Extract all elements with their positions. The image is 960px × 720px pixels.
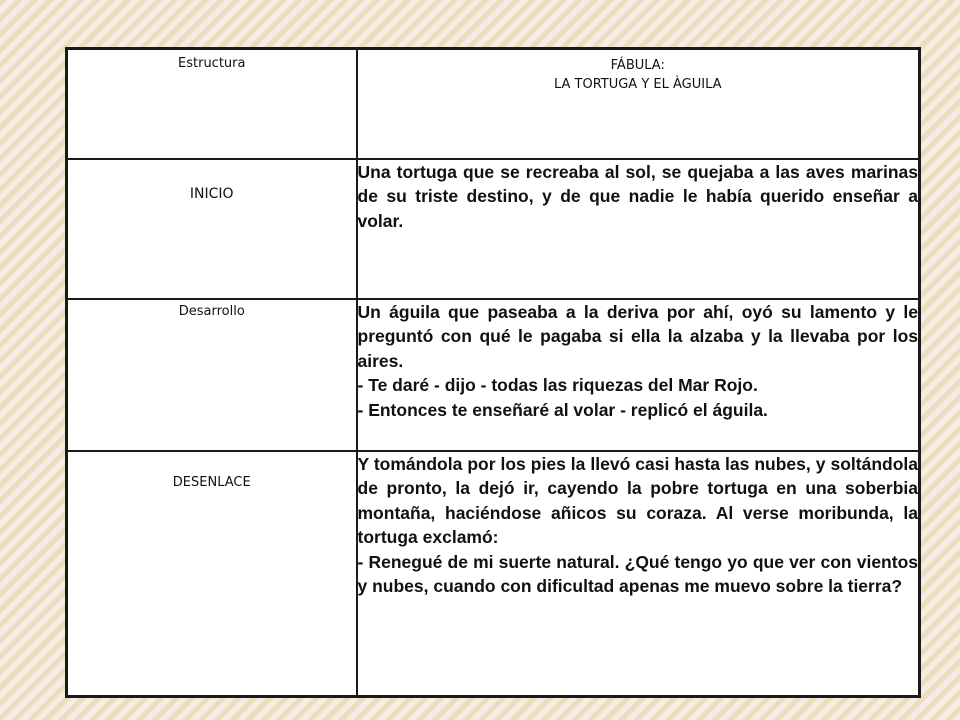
desenlace-dialogue-line: - Renegué de mi suerte natural. ¿Qué tengo yo que ver con vientos y nubes, cuando con dificultad apenas me muevo sobre la tierra?: [357, 551, 918, 596]
structure-header-cell: [67, 49, 357, 159]
desarrollo-dialogue-line: - Te daré - dijo - todas las riquezas del Mar Rojo.: [357, 375, 758, 395]
desarrollo-label: Desarrollo: [178, 303, 245, 319]
inicio-label: INICIO: [189, 185, 234, 202]
fable-title: LA TORTUGA Y EL ÀGUILA: [553, 77, 722, 92]
desenlace-text-cell: [357, 451, 920, 697]
fable-label: FÁBULA:: [610, 58, 665, 73]
structure-label: Estructura: [178, 56, 246, 71]
table-header-row: [67, 49, 920, 159]
fable-title-cell: [357, 49, 920, 159]
desenlace-label: DESENLACE: [172, 474, 251, 490]
desenlace-paragraph: Y tomándola por los pies la llevó casi hasta las nubes, y soltándola de pronto, la dejó ir, cayendo la pobre tortuga en una soberbia montaña, haciéndose añicos su coraza. Al verse moribunda, la tortuga exclamó:: [357, 453, 918, 547]
inicio-text: Una tortuga que se recreaba al sol, se quejaba a las aves marinas de su triste destino, y de que nadie le había querido enseñar a volar.: [357, 161, 918, 231]
inicio-label-cell: [67, 159, 357, 299]
inicio-text-cell: [357, 159, 920, 299]
desarrollo-text-cell: [357, 299, 920, 451]
desarrollo-label-cell: [67, 299, 357, 451]
desenlace-label-cell: [67, 451, 357, 697]
table-row-desarrollo: [67, 299, 920, 451]
desarrollo-dialogue-line: - Entonces te enseñaré al volar - replicó el águila.: [357, 399, 768, 420]
desarrollo-paragraph: Un águila que paseaba a la deriva por ahí, oyó su lamento y le preguntó con qué le pagaba si ella la alzaba y la llevaba por los aires.: [357, 301, 918, 371]
fable-structure-table: [65, 47, 921, 698]
table-row-desenlace: [67, 451, 920, 697]
table-row-inicio: [67, 159, 920, 299]
